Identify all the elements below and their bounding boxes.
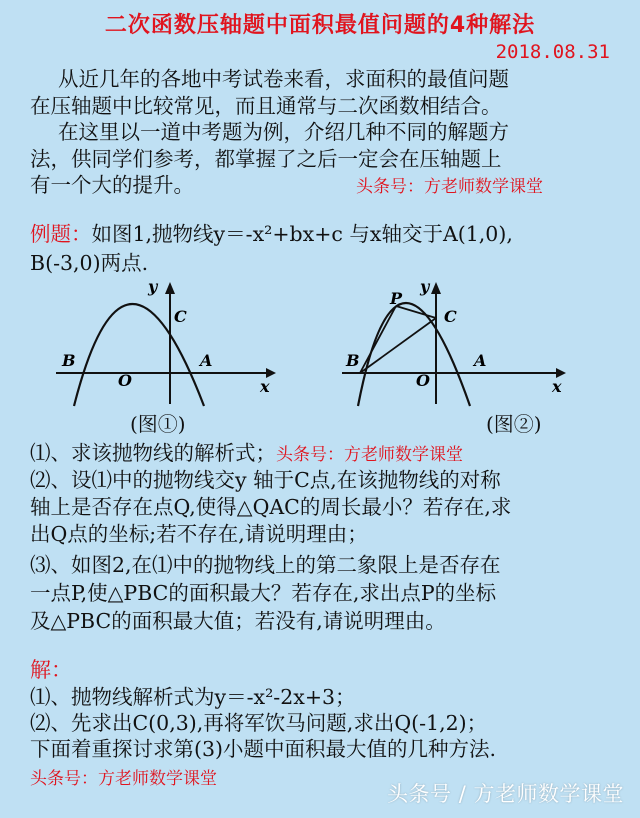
fig1-label-x: x (260, 377, 270, 396)
question-3-line-2: 一点P,使△PBC的面积最大？若存在,求出点P的坐标 (30, 581, 497, 605)
intro-line-1: 从近几年的各地中考试卷来看，求面积的最值问题 (58, 67, 509, 91)
solution-line-3: 下面着重探讨求第(3)小题中面积最大值的几种方法. (30, 737, 497, 761)
fig1-label-a: A (200, 351, 213, 370)
fig2-label-b: B (346, 351, 360, 370)
watermark: 头条号 / 方老师数学课堂 (387, 782, 624, 806)
fig2-label-c: C (444, 307, 457, 326)
question-1-brand: 头条号：方老师数学课堂 (276, 445, 463, 465)
fig1-label-y: y (148, 278, 158, 296)
solution-line-2: ⑵、先求出C(0,3),再将军饮马问题,求出Q(-1,2)； (30, 711, 488, 735)
figure-2 (336, 278, 586, 408)
fig2-label-x: x (552, 377, 562, 396)
fig1-label-o: O (118, 371, 132, 390)
intro-brand: 头条号：方老师数学课堂 (356, 177, 543, 197)
question-2-line-1: ⑵、设⑴中的抛物线交y 轴于C点,在该抛物线的对称 (30, 468, 501, 492)
fig1-y-arrow (165, 282, 175, 294)
solution-line-1: ⑴、抛物线解析式为y＝-x²-2x+3； (30, 685, 356, 709)
intro-line-5: 有一个大的提升。 (30, 173, 194, 197)
example-label: 例题： (30, 222, 92, 246)
fig2-label-p: P (390, 289, 403, 308)
question-3-line-3: 及△PBC的面积最大值；若没有,请说明理由。 (30, 609, 446, 633)
example-line-1 (30, 221, 610, 248)
solution-brand: 头条号：方老师数学课堂 (30, 769, 217, 789)
intro-line-2: 在压轴题中比较常见，而且通常与二次函数相结合。 (30, 94, 502, 118)
intro-line-4: 法，供同学们参考，都掌握了之后一定会在压轴题上 (30, 147, 502, 171)
page-title: 二次函数压轴题中面积最值问题的4种解法 (104, 13, 536, 38)
question-3-line-1: ⑶、如图2,在⑴中的抛物线上的第二象限上是否存在 (30, 553, 501, 577)
fig2-label-o: O (416, 371, 430, 390)
solution-label: 解： (30, 658, 72, 682)
date: 2018.08.31 (495, 41, 610, 63)
question-1 (30, 440, 610, 469)
fig2-label-y: y (420, 278, 430, 296)
question-1-text: ⑴、求该抛物线的解析式； (30, 441, 276, 465)
fig2-y-arrow (431, 282, 441, 294)
figure-2-caption: (图②) (486, 412, 542, 436)
fig1-label-b: B (62, 351, 76, 370)
fig1-label-c: C (174, 307, 187, 326)
fig2-segment-pb (360, 306, 396, 373)
figure-1 (50, 278, 290, 408)
fig2-label-a: A (474, 351, 487, 370)
question-2-line-2: 轴上是否存在点Q,使得△QAC的周长最小？若存在,求 (30, 495, 512, 519)
intro-line-3: 在这里以一道中考题为例，介绍几种不同的解题方 (58, 120, 509, 144)
fig2-segment-bc (360, 318, 436, 373)
example-text-1: 如图1,抛物线y＝-x²+bx+c 与x轴交于A(1,0), (91, 222, 513, 246)
example-line-2: B(-3,0)两点. (30, 251, 149, 275)
figure-1-caption: (图①) (130, 412, 186, 436)
question-2-line-3: 出Q点的坐标;若不存在,请说明理由； (30, 522, 368, 546)
